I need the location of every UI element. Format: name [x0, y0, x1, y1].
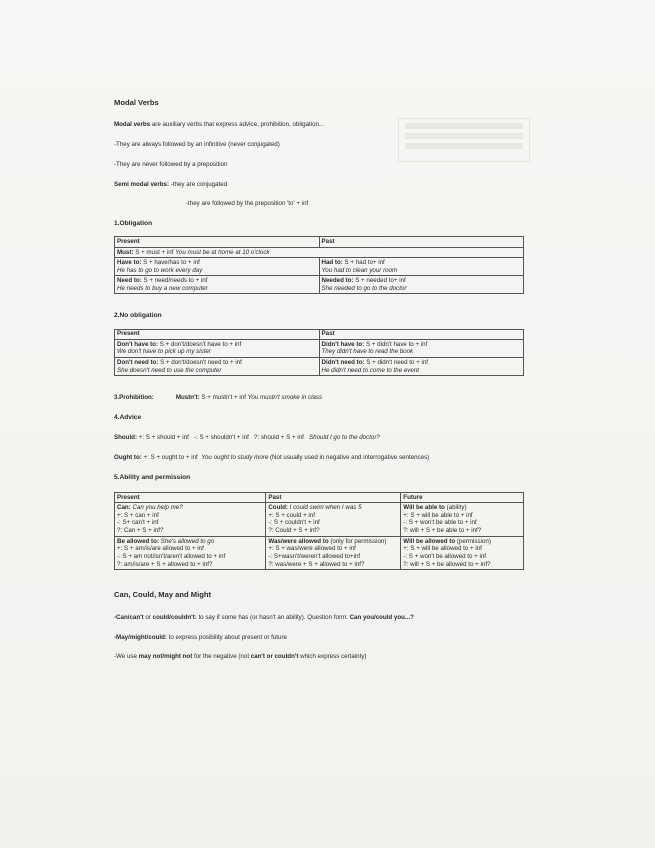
section-heading-ability: 5.Ability and permission	[114, 473, 191, 481]
ability-table	[114, 492, 524, 571]
ccmm-line-3: -We use may not/might not for the negative (not can't or couldn't which express certainty)	[114, 653, 367, 661]
table-row	[115, 276, 524, 294]
header-present: Present	[115, 237, 320, 247]
section-heading-no-obligation: 2.No obligation	[114, 312, 162, 320]
cell-present: Have to: S + have/has to + inf He has to go to work every day	[115, 258, 320, 276]
table-row	[115, 358, 524, 376]
intro-line-4: Semi modal verbs: -they are conjugated	[114, 180, 228, 188]
cell-present: Don't have to: S + don't/doesn't have to + inf We don't have to pick up my sister	[115, 339, 320, 357]
ccmm-title: Can, Could, May and Might	[114, 590, 212, 600]
section-heading-advice: 4.Advice	[114, 413, 142, 421]
table-header-row	[115, 237, 524, 247]
table-header-row	[115, 492, 524, 502]
intro-line-2: -They are always followed by an infinitive (never conjugated)	[114, 141, 280, 149]
ccmm-line-1: -Can/can't or could/couldn't: to say if some has (or hasn't an ability). Question form: Can you/could you...?	[114, 613, 414, 621]
ccmm-line-2: -May/might/could: to express posibility about present or future	[114, 633, 287, 641]
header-present: Present	[115, 492, 266, 502]
table-row	[115, 258, 524, 276]
prohibition-line: 3.Prohibition: Mustn't: S + mustn't + inf You mustn't smoke in class	[114, 394, 323, 402]
cell-present: Be allowed to: She's allowed to go +: S + am/is/are allowed to + inf -: S + am not/isn't/aren't allowed to + inf ?: am/is/are + S + allowed to + inf?	[115, 536, 266, 570]
no-obligation-table	[114, 329, 524, 377]
header-past: Past	[319, 329, 524, 339]
header-past: Past	[319, 237, 524, 247]
header-past: Past	[266, 492, 401, 502]
intro-line-3: -They are never followed by a preposition	[114, 160, 228, 168]
cell-must: Must: S + must + inf You must be at home at 10 o'clock	[115, 247, 524, 257]
cell-past: Had to: S + had to+ inf You had to clean your room	[319, 258, 524, 276]
cell-past: Needed to: S + needed to+ inf She needed to go to the doctor	[319, 276, 524, 294]
table-row	[115, 339, 524, 357]
table-row	[115, 503, 524, 537]
cell-past: Didn't need to: S + didn't need to + inf He didn't need to come to the event	[319, 358, 524, 376]
intro-line-5: -they are followed by the preposition 'to' + inf	[186, 200, 309, 208]
intro-line-1: Modal verbs are auxiliary verbs that express advice, prohibition, obligation...	[114, 121, 325, 129]
section-heading-prohibition: 3.Prohibition:	[114, 394, 154, 402]
advice-ought-line: Ought to: +: S + ought to + inf You ought to study more (Not usually used in negative and interrogative sentences)	[114, 453, 430, 461]
cell-present: Don't need to: S + don't/doesn't need to + inf She doesn't need to use the computer	[115, 358, 320, 376]
cell-past: Didn't have to: S + didn't have to + inf They didn't have to read the book	[319, 339, 524, 357]
table-row	[115, 536, 524, 570]
header-present: Present	[115, 329, 320, 339]
document-body	[114, 98, 524, 673]
advice-should-line: Should: +: S + should + inf -: S + shouldn't + inf ?: should + S + inf Should I go to the doctor?	[114, 434, 380, 442]
table-header-row	[115, 329, 524, 339]
section-heading-obligation: 1.Obligation	[114, 220, 153, 228]
cell-past: Was/were allowed to (only for permission) +: S + was/were allowed to + inf -: S+wasn't/weren't allowed to+inf ?: was/were + S + allowed to + inf?	[266, 536, 401, 570]
header-future: Future	[401, 492, 524, 502]
cell-future: Will be able to (ability) +: S + will be able to + inf -: S + won't be able to + inf ?: will + S + be able to + inf?	[401, 503, 524, 537]
cell-present: Can: Can you help me? +: S + can + inf -: S+ can't + inf ?: Can + S + inf?	[115, 503, 266, 537]
cell-past: Could: I could swim when I was 5 +: S + could + inf -: S + couldn't + inf ?: Could + S + inf?	[266, 503, 401, 537]
table-row	[115, 247, 524, 257]
cell-future: Will be allowed to (permission) +: S + will be allowed to + inf -: S + won't be allowed to + inf ?: will + S + be allowed to + inf?	[401, 536, 524, 570]
page-title: Modal Verbs	[114, 98, 159, 107]
cell-present: Need to: S + need/needs to + inf He needs to buy a new computer	[115, 276, 320, 294]
obligation-table	[114, 236, 524, 294]
